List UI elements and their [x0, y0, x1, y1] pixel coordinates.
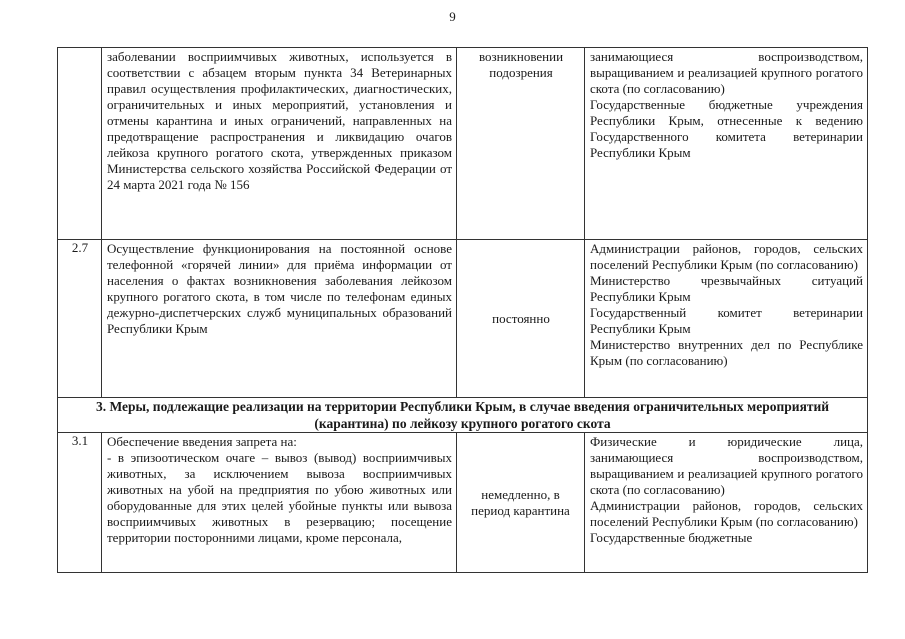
table-row [58, 240, 868, 398]
measure-text: Осуществление функционирования на постоянной основе телефонной «горячей линии» для приёма информации от населения о фактах возникновения заболевания лейкозом крупного рогатого скота, в том числе по телефонам единых дежурно-диспетчерских служб муниципальных образований Республики Крым [102, 240, 457, 398]
measure-intro: Обеспечение введения запрета на: [107, 434, 297, 449]
deadline-text: возникновении подозрения [457, 48, 585, 240]
row-number: 3.1 [58, 433, 102, 573]
executor-item: Государственные бюджетные учреждения Республики Крым, отнесенные к ведению Государственного комитета ветеринарии Республики Крым [590, 97, 863, 160]
deadline-text: постоянно [457, 240, 585, 398]
executor-item: Государственный комитет ветеринарии Республики Крым [590, 305, 863, 336]
executors-cell [585, 240, 868, 398]
row-number: 2.7 [58, 240, 102, 398]
measure-cell [102, 433, 457, 573]
row-number [58, 48, 102, 240]
executor-item: занимающиеся воспроизводством, выращиванием и реализацией крупного рогатого скота (по согласованию) [590, 49, 863, 96]
executor-item: Министерство внутренних дел по Республике Крым (по согласованию) [590, 337, 863, 368]
executor-item: Администрации районов, городов, сельских поселений Республики Крым (по согласованию) [590, 498, 863, 529]
measure-text: заболевании восприимчивых животных, используется в соответствии с абзацем вторым пункта 34 Ветеринарных правил осуществления профилактических, диагностических, ограничительных и иных мероприятий, установления и отмены карантина и иных ограничений, направленных на предотвращение распространения и ликвидацию очагов лейкоза крупного рогатого скота, утвержденных приказом Министерства сельского хозяйства Российской Федерации от 24 марта 2021 года № 156 [102, 48, 457, 240]
section-header-row [58, 398, 868, 433]
executors-cell [585, 433, 868, 573]
page-number: 9 [449, 9, 456, 24]
executors-cell [585, 48, 868, 240]
section-header: 3. Меры, подлежащие реализации на территории Республики Крым, в случае введения ограничительных мероприятий (карантина) по лейкозу крупного рогатого скота [58, 398, 868, 433]
table-row [58, 48, 868, 240]
table-row [58, 433, 868, 573]
deadline-text: немедленно, в период карантина [457, 433, 585, 573]
executor-item: Администрации районов, городов, сельских поселений Республики Крым (по согласованию) [590, 241, 863, 272]
executor-item: Министерство чрезвычайных ситуаций Республики Крым [590, 273, 863, 304]
executor-item: Физические и юридические лица, занимающиеся воспроизводством, выращиванием и реализацией крупного рогатого скота (по согласованию) [590, 434, 863, 497]
measures-table [57, 47, 868, 573]
measure-item: - в эпизоотическом очаге – вывоз (вывод) восприимчивых животных, за исключением вывоза восприимчивых животных на убой на предприятия по убою животных или оборудованные для этих целей убойные пункты или вывоза восприимчивых животных в резервацию; посещение территории посторонними лицами, кроме персонала, [107, 450, 452, 545]
executor-item: Государственные бюджетные [590, 530, 753, 545]
